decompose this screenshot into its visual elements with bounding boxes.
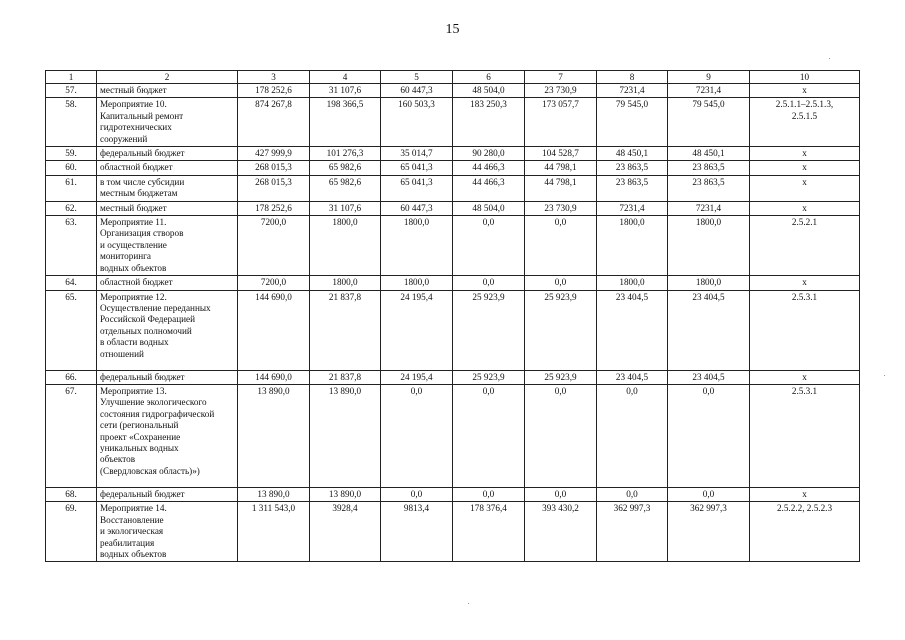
- row-number-cell: 59.: [46, 147, 97, 161]
- table-row: [46, 290, 860, 370]
- amount-cell: 1800,0: [381, 276, 453, 290]
- reference-cell: 2.5.2.2, 2.5.2.3: [750, 502, 860, 562]
- amount-cell: 79 545,0: [668, 98, 750, 147]
- table-row: [46, 216, 860, 276]
- budget-table: [45, 70, 860, 562]
- amount-cell: 23 863,5: [668, 161, 750, 175]
- amount-cell: 35 014,7: [381, 147, 453, 161]
- amount-cell: 25 923,9: [453, 370, 525, 384]
- table-row: [46, 201, 860, 215]
- amount-cell: 23 404,5: [668, 290, 750, 370]
- amount-cell: 268 015,3: [238, 175, 310, 201]
- table-row: [46, 487, 860, 501]
- amount-cell: 13 890,0: [310, 384, 381, 487]
- amount-cell: 1800,0: [668, 216, 750, 276]
- item-name-cell: местный бюджет: [97, 201, 238, 215]
- scan-speck: [468, 603, 469, 604]
- amount-cell: 24 195,4: [381, 290, 453, 370]
- reference-cell: х: [750, 175, 860, 201]
- amount-cell: 0,0: [381, 487, 453, 501]
- column-header: 7: [525, 71, 597, 84]
- amount-cell: 31 107,6: [310, 84, 381, 98]
- amount-cell: 23 863,5: [668, 175, 750, 201]
- table-row: [46, 84, 860, 98]
- reference-cell: х: [750, 84, 860, 98]
- amount-cell: 48 450,1: [668, 147, 750, 161]
- amount-cell: 48 504,0: [453, 201, 525, 215]
- amount-cell: 178 376,4: [453, 502, 525, 562]
- amount-cell: 160 503,3: [381, 98, 453, 147]
- item-name-cell: областной бюджет: [97, 276, 238, 290]
- amount-cell: 104 528,7: [525, 147, 597, 161]
- amount-cell: 0,0: [453, 216, 525, 276]
- row-number-cell: 62.: [46, 201, 97, 215]
- amount-cell: 183 250,3: [453, 98, 525, 147]
- amount-cell: 48 504,0: [453, 84, 525, 98]
- amount-cell: 0,0: [597, 487, 668, 501]
- amount-cell: 173 057,7: [525, 98, 597, 147]
- amount-cell: 25 923,9: [525, 290, 597, 370]
- amount-cell: 7200,0: [238, 276, 310, 290]
- reference-cell: х: [750, 201, 860, 215]
- amount-cell: 13 890,0: [310, 487, 381, 501]
- amount-cell: 1 311 543,0: [238, 502, 310, 562]
- amount-cell: 0,0: [668, 384, 750, 487]
- amount-cell: 65 041,3: [381, 161, 453, 175]
- amount-cell: 23 730,9: [525, 201, 597, 215]
- amount-cell: 7231,4: [668, 84, 750, 98]
- table-row: [46, 98, 860, 147]
- item-name-cell: в том числе субсидии местным бюджетам: [97, 175, 238, 201]
- column-header: 5: [381, 71, 453, 84]
- amount-cell: 24 195,4: [381, 370, 453, 384]
- amount-cell: 65 041,3: [381, 175, 453, 201]
- item-name-cell: федеральный бюджет: [97, 147, 238, 161]
- amount-cell: 874 267,8: [238, 98, 310, 147]
- amount-cell: 90 280,0: [453, 147, 525, 161]
- row-number-cell: 66.: [46, 370, 97, 384]
- reference-cell: х: [750, 161, 860, 175]
- amount-cell: 1800,0: [381, 216, 453, 276]
- item-name-cell: федеральный бюджет: [97, 370, 238, 384]
- item-name-cell: Мероприятие 14. Восстановление и экологическая реабилитация водных объектов: [97, 502, 238, 562]
- amount-cell: 7231,4: [597, 201, 668, 215]
- scan-speck: [884, 375, 885, 376]
- amount-cell: 0,0: [525, 276, 597, 290]
- amount-cell: 0,0: [597, 384, 668, 487]
- item-name-cell: областной бюджет: [97, 161, 238, 175]
- row-number-cell: 67.: [46, 384, 97, 487]
- amount-cell: 362 997,3: [597, 502, 668, 562]
- item-name-cell: Мероприятие 11. Организация створов и осуществление мониторинга водных объектов: [97, 216, 238, 276]
- item-name-cell: Мероприятие 13. Улучшение экологического состояния гидрографической сети (региональный проект «Сохранение уникальных водных объектов (Свердловская область)»): [97, 384, 238, 487]
- column-header: 10: [750, 71, 860, 84]
- amount-cell: 65 982,6: [310, 161, 381, 175]
- amount-cell: 44 466,3: [453, 161, 525, 175]
- table-row: [46, 276, 860, 290]
- column-header: 6: [453, 71, 525, 84]
- amount-cell: 178 252,6: [238, 201, 310, 215]
- amount-cell: 23 863,5: [597, 161, 668, 175]
- column-header: 1: [46, 71, 97, 84]
- amount-cell: 7200,0: [238, 216, 310, 276]
- item-name-cell: Мероприятие 10. Капитальный ремонт гидротехнических сооружений: [97, 98, 238, 147]
- row-number-cell: 60.: [46, 161, 97, 175]
- reference-cell: х: [750, 370, 860, 384]
- amount-cell: 79 545,0: [597, 98, 668, 147]
- amount-cell: 13 890,0: [238, 487, 310, 501]
- amount-cell: 13 890,0: [238, 384, 310, 487]
- amount-cell: 1800,0: [597, 216, 668, 276]
- amount-cell: 21 837,8: [310, 290, 381, 370]
- row-number-cell: 69.: [46, 502, 97, 562]
- amount-cell: 25 923,9: [525, 370, 597, 384]
- row-number-cell: 63.: [46, 216, 97, 276]
- amount-cell: 9813,4: [381, 502, 453, 562]
- amount-cell: 23 404,5: [597, 370, 668, 384]
- amount-cell: 0,0: [381, 384, 453, 487]
- amount-cell: 60 447,3: [381, 201, 453, 215]
- amount-cell: 23 404,5: [668, 370, 750, 384]
- table-row: [46, 502, 860, 562]
- amount-cell: 0,0: [668, 487, 750, 501]
- amount-cell: 31 107,6: [310, 201, 381, 215]
- table-row: [46, 147, 860, 161]
- table-row: [46, 384, 860, 487]
- amount-cell: 0,0: [453, 276, 525, 290]
- row-number-cell: 61.: [46, 175, 97, 201]
- amount-cell: 23 404,5: [597, 290, 668, 370]
- row-number-cell: 64.: [46, 276, 97, 290]
- row-number-cell: 65.: [46, 290, 97, 370]
- item-name-cell: местный бюджет: [97, 84, 238, 98]
- amount-cell: 1800,0: [310, 276, 381, 290]
- amount-cell: 0,0: [525, 384, 597, 487]
- column-header: 2: [97, 71, 238, 84]
- reference-cell: 2.5.3.1: [750, 384, 860, 487]
- table-row: [46, 175, 860, 201]
- reference-cell: 2.5.2.1: [750, 216, 860, 276]
- amount-cell: 393 430,2: [525, 502, 597, 562]
- row-number-cell: 58.: [46, 98, 97, 147]
- scan-speck: [829, 58, 830, 59]
- amount-cell: 0,0: [525, 487, 597, 501]
- reference-cell: 2.5.1.1–2.5.1.3, 2.5.1.5: [750, 98, 860, 147]
- amount-cell: 0,0: [525, 216, 597, 276]
- amount-cell: 7231,4: [597, 84, 668, 98]
- amount-cell: 101 276,3: [310, 147, 381, 161]
- reference-cell: х: [750, 487, 860, 501]
- amount-cell: 178 252,6: [238, 84, 310, 98]
- amount-cell: 65 982,6: [310, 175, 381, 201]
- reference-cell: 2.5.3.1: [750, 290, 860, 370]
- amount-cell: 1800,0: [310, 216, 381, 276]
- table-row: [46, 161, 860, 175]
- amount-cell: 44 466,3: [453, 175, 525, 201]
- amount-cell: 44 798,1: [525, 161, 597, 175]
- table-row: [46, 370, 860, 384]
- amount-cell: 23 730,9: [525, 84, 597, 98]
- amount-cell: 1800,0: [597, 276, 668, 290]
- amount-cell: 0,0: [453, 384, 525, 487]
- amount-cell: 427 999,9: [238, 147, 310, 161]
- amount-cell: 144 690,0: [238, 370, 310, 384]
- row-number-cell: 68.: [46, 487, 97, 501]
- column-header: 4: [310, 71, 381, 84]
- amount-cell: 48 450,1: [597, 147, 668, 161]
- amount-cell: 144 690,0: [238, 290, 310, 370]
- amount-cell: 21 837,8: [310, 370, 381, 384]
- amount-cell: 198 366,5: [310, 98, 381, 147]
- row-number-cell: 57.: [46, 84, 97, 98]
- amount-cell: 7231,4: [668, 201, 750, 215]
- amount-cell: 0,0: [453, 487, 525, 501]
- amount-cell: 1800,0: [668, 276, 750, 290]
- amount-cell: 268 015,3: [238, 161, 310, 175]
- reference-cell: х: [750, 276, 860, 290]
- amount-cell: 25 923,9: [453, 290, 525, 370]
- column-header: 9: [668, 71, 750, 84]
- column-header: 3: [238, 71, 310, 84]
- amount-cell: 60 447,3: [381, 84, 453, 98]
- column-header: 8: [597, 71, 668, 84]
- amount-cell: 3928,4: [310, 502, 381, 562]
- amount-cell: 44 798,1: [525, 175, 597, 201]
- reference-cell: х: [750, 147, 860, 161]
- item-name-cell: федеральный бюджет: [97, 487, 238, 501]
- table-body: [46, 84, 860, 562]
- amount-cell: 23 863,5: [597, 175, 668, 201]
- page-number: 15: [445, 22, 460, 37]
- item-name-cell: Мероприятие 12. Осуществление переданных Российской Федерацией отдельных полномочий в области водных отношений: [97, 290, 238, 370]
- table-header-row: [46, 71, 860, 84]
- amount-cell: 362 997,3: [668, 502, 750, 562]
